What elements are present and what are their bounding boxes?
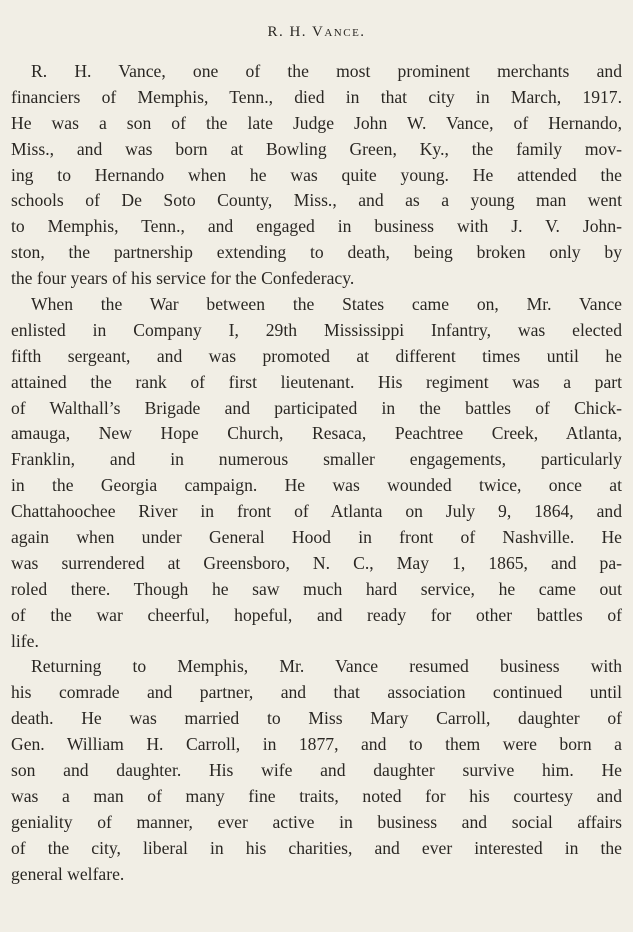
text-line: of the city, liberal in his charities, and ever interested in the xyxy=(11,837,622,858)
text-line: of Walthall’s Brigade and participated in the battles of Chick- xyxy=(11,397,622,418)
text-line: of the war cheerful, hopeful, and ready for other battles of xyxy=(11,604,622,625)
text-line: Franklin, and in numerous smaller engagements, particularly xyxy=(11,449,622,470)
text-line: Chattahoochee River in front of Atlanta on July 9, 1864, and xyxy=(11,501,622,522)
text-line: ing to Hernando when he was quite young. He attended the xyxy=(11,164,622,185)
text-line: to Memphis, Tenn., and engaged in business with J. V. John- xyxy=(11,216,622,237)
text-line: When the War between the States came on, Mr. Vance xyxy=(31,294,622,315)
text-line: ston, the partnership extending to death, being broken only by xyxy=(11,242,622,263)
text-line: schools of De Soto County, Miss., and as a young man went xyxy=(11,190,622,211)
text-line: enlisted in Company I, 29th Mississippi Infantry, was elected xyxy=(11,319,622,340)
text-line: Gen. William H. Carroll, in 1877, and to them were born a xyxy=(11,734,622,755)
text-line: general welfare. xyxy=(11,863,125,884)
text-line: was a man of many fine traits, noted for his courtesy and xyxy=(11,785,622,806)
text-line: financiers of Memphis, Tenn., died in that city in March, 1917. xyxy=(11,86,622,107)
text-line: fifth sergeant, and was promoted at different times until he xyxy=(11,345,622,366)
text-line: amauga, New Hope Church, Resaca, Peachtree Creek, Atlanta, xyxy=(11,423,622,444)
text-line: Miss., and was born at Bowling Green, Ky., the family mov- xyxy=(11,138,622,159)
text-line: R. H. Vance, one of the most prominent merchants and xyxy=(31,61,622,81)
text-line: attained the rank of first lieutenant. His regiment was a part xyxy=(11,371,622,392)
text-line: roled there. Though he saw much hard service, he came out xyxy=(11,578,622,599)
text-line: Returning to Memphis, Mr. Vance resumed business with xyxy=(31,656,622,677)
text-line: the four years of his service for the Confederacy. xyxy=(11,268,355,289)
text-line: again when under General Hood in front of Nashville. He xyxy=(11,527,622,548)
text-line: was surrendered at Greensboro, N. C., May 1, 1865, and pa- xyxy=(11,552,622,573)
article-heading: R. H. Vance. xyxy=(267,24,366,40)
paragraph-biography xyxy=(11,59,622,292)
paragraph-later-life xyxy=(11,654,622,887)
text-line: He was a son of the late Judge John W. Vance, of Hernando, xyxy=(11,112,622,133)
text-line: death. He was married to Miss Mary Carroll, daughter of xyxy=(11,708,622,729)
paragraph-war-service xyxy=(11,292,622,654)
text-line: his comrade and partner, and that association continued until xyxy=(11,682,622,703)
text-line: life. xyxy=(11,630,39,651)
text-line: in the Georgia campaign. He was wounded twice, once at xyxy=(11,475,622,496)
text-line: geniality of manner, ever active in business and social affairs xyxy=(11,811,622,832)
text-line: son and daughter. His wife and daughter survive him. He xyxy=(11,760,622,781)
